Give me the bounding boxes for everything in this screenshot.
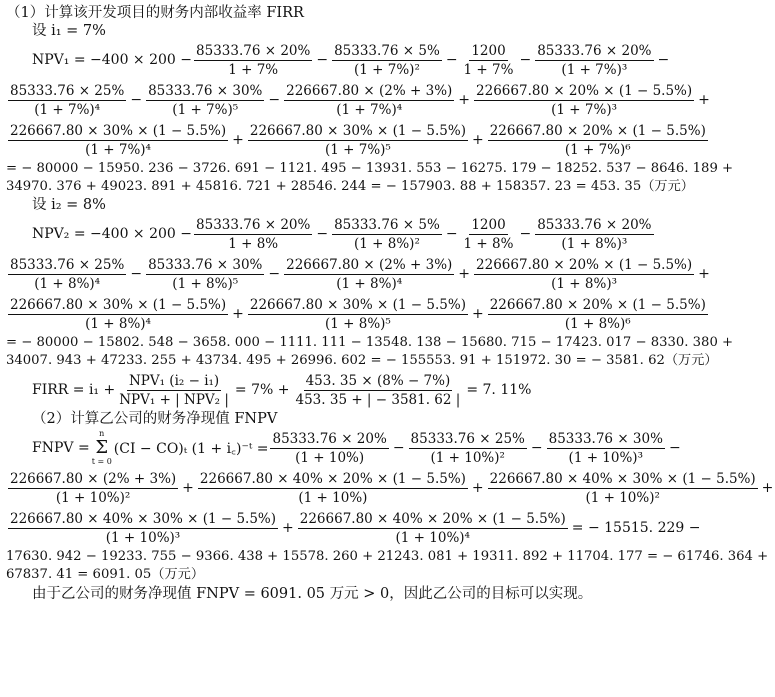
fraction	[270, 431, 388, 466]
numerator: 226667.80 × (2% + 3%)	[286, 82, 453, 99]
numerator: 226667.80 × 30% × (1 − 5.5%)	[249, 122, 466, 139]
numerator: NPV₁ (i₂ − i₁)	[128, 372, 220, 389]
numerator: 226667.80 × 20% × (1 − 5.5%)	[489, 122, 706, 139]
numerator: 1200	[471, 216, 506, 233]
numerator: 226667.80 × 20% × (1 − 5.5%)	[476, 82, 693, 99]
denominator: 1 + 7%	[228, 61, 279, 78]
numerator: 226667.80 × (2% + 3%)	[286, 256, 453, 273]
operator: −	[668, 440, 681, 456]
numerator: 85333.76 × 20%	[196, 42, 311, 59]
operator: +	[471, 480, 484, 496]
conclusion: 由于乙公司的财务净现值 FNPV = 6091. 05 万元 > 0，因此乙公司的目标可以实现。	[32, 586, 593, 602]
fraction	[248, 297, 468, 332]
denominator: (1 + 8%)⁵	[324, 315, 391, 332]
part1-heading: （1）计算该开发项目的财务内部收益率 FIRR	[6, 5, 304, 21]
numerator: 453. 35 × (8% − 7%)	[305, 372, 451, 389]
operator: +	[698, 266, 710, 282]
numerator: 85333.76 × 20%	[537, 216, 652, 233]
npv1-row2	[6, 80, 710, 120]
npv1-label: NPV₁ = −400 × 200 −	[32, 52, 193, 68]
operator: +	[698, 92, 710, 108]
operator: +	[458, 266, 471, 282]
fraction	[474, 83, 694, 118]
denominator: (1 + 7%)⁶	[564, 141, 631, 158]
assume-i2: 设 i₂ = 8%	[32, 197, 106, 213]
denominator: (1 + 8%)⁴	[85, 315, 151, 332]
fraction	[488, 297, 708, 332]
operator: +	[232, 306, 244, 322]
operator: −	[530, 440, 543, 456]
npv2-label: NPV₂ = −400 × 200 −	[32, 226, 193, 242]
firr-mid: = 7% +	[234, 382, 290, 398]
denominator: (1 + 10%)	[298, 489, 368, 506]
numerator: 226667.80 × 40% × 20% × (1 − 5.5%)	[199, 470, 466, 487]
denominator: (1 + 10%)²	[430, 449, 505, 466]
fraction	[146, 257, 264, 292]
fraction	[462, 43, 516, 78]
fnpv-result-line1: 17630. 942 − 19233. 755 − 9366. 438 + 15578. 260 + 21243. 081 + 19311. 892 + 11704. 177 = − 61746. 364 +	[6, 549, 769, 564]
fraction	[248, 123, 468, 158]
denominator: 1 + 7%	[463, 61, 514, 78]
denominator: (1 + 7%)⁴	[336, 101, 403, 118]
numerator: 1200	[471, 42, 506, 59]
fraction	[409, 431, 527, 466]
fnpv-row3-tail: = − 15515. 229 −	[571, 520, 701, 536]
denominator: (1 + 10%)	[295, 449, 365, 466]
numerator: 226667.80 × 30% × (1 − 5.5%)	[10, 122, 227, 139]
denominator: (1 + 8%)⁶	[564, 315, 631, 332]
denominator: (1 + 10%)⁴	[395, 529, 470, 546]
denominator: 1 + 8%	[228, 235, 279, 252]
operator: −	[268, 266, 281, 282]
npv1-row1	[32, 40, 670, 80]
fraction	[547, 431, 665, 466]
fnpv-result-line2: 67837. 41 = 6091. 05（万元）	[6, 567, 205, 582]
operator: −	[445, 52, 458, 68]
numerator: 226667.80 × 20% × (1 − 5.5%)	[476, 256, 693, 273]
fraction	[194, 217, 312, 252]
npv1-result-line1: = − 80000 − 15950. 236 − 3726. 691 − 1121. 495 − 13931. 553 − 16275. 179 − 18252. 537 − 8646. 189 +	[6, 161, 734, 176]
operator: −	[316, 226, 329, 242]
denominator: NPV₁ + | NPV₂ |	[119, 391, 229, 408]
operator: −	[268, 92, 281, 108]
operator: −	[519, 52, 532, 68]
numerator: 85333.76 × 30%	[148, 82, 263, 99]
fraction	[488, 123, 708, 158]
part2-heading: （2）计算乙公司的财务净现值 FNPV	[32, 411, 278, 427]
numerator: 85333.76 × 25%	[10, 82, 125, 99]
operator: −	[445, 226, 458, 242]
fraction	[8, 511, 278, 546]
numerator: 85333.76 × 5%	[334, 216, 440, 233]
numerator: 226667.80 × 30% × (1 − 5.5%)	[249, 296, 466, 313]
fraction	[332, 217, 442, 252]
fraction	[8, 471, 178, 506]
numerator: 226667.80 × 20% × (1 − 5.5%)	[489, 296, 706, 313]
numerator: 85333.76 × 20%	[196, 216, 311, 233]
firr-result: = 7. 11%	[466, 382, 532, 398]
denominator: (1 + 10%)³	[105, 529, 181, 546]
denominator: 453. 35 + | − 3581. 62 |	[295, 391, 461, 408]
denominator: (1 + 7%)⁵	[324, 141, 391, 158]
npv2-row3	[6, 294, 706, 334]
summation-symbol	[92, 429, 112, 467]
sum-upper: n	[99, 429, 105, 438]
fraction	[8, 123, 228, 158]
denominator: 1 + 8%	[463, 235, 514, 252]
numerator: 226667.80 × 40% × 20% × (1 − 5.5%)	[299, 510, 566, 527]
fraction	[535, 43, 653, 78]
fraction	[462, 217, 516, 252]
fraction	[488, 471, 758, 506]
assume-i1: 设 i₁ = 7%	[32, 23, 106, 39]
denominator: (1 + 8%)⁴	[336, 275, 403, 292]
denominator: (1 + 7%)³	[561, 61, 628, 78]
npv2-row1	[32, 214, 650, 254]
fraction	[474, 257, 694, 292]
npv1-row3	[6, 120, 706, 160]
denominator: (1 + 8%)³	[551, 275, 618, 292]
sum-lower: t = 0	[91, 457, 112, 466]
operator: +	[471, 132, 484, 148]
sum-body: (CI − CO)ₜ (1 + i꜀)⁻ᵗ =	[113, 440, 269, 457]
fraction	[146, 83, 264, 118]
fraction	[294, 373, 463, 408]
operator: −	[130, 266, 143, 282]
numerator: 85333.76 × 30%	[148, 256, 263, 273]
denominator: (1 + 8%)⁴	[34, 275, 101, 292]
operator: −	[130, 92, 143, 108]
denominator: (1 + 7%)⁵	[172, 101, 239, 118]
denominator: (1 + 8%)⁵	[172, 275, 239, 292]
fnpv-row1	[32, 428, 681, 468]
fraction	[8, 257, 126, 292]
fraction	[298, 511, 568, 546]
firr-label: FIRR = i₁ +	[32, 382, 116, 398]
denominator: (1 + 10%)²	[55, 489, 131, 506]
operator: +	[282, 520, 294, 536]
fnpv-row2	[6, 468, 774, 508]
fraction	[284, 257, 454, 292]
operator: +	[182, 480, 194, 496]
npv1-result-line2: 34970. 376 + 49023. 891 + 45816. 721 + 28546. 244 = − 157903. 88 + 158357. 23 = 453. 35（万元）	[6, 179, 694, 194]
operator: −	[519, 226, 532, 242]
fraction	[8, 297, 228, 332]
npv2-row2	[6, 254, 710, 294]
numerator: 226667.80 × 30% × (1 − 5.5%)	[10, 296, 227, 313]
operator: +	[761, 480, 774, 496]
numerator: 226667.80 × 40% × 30% × (1 − 5.5%)	[10, 510, 277, 527]
fraction	[8, 83, 126, 118]
numerator: 85333.76 × 25%	[10, 256, 125, 273]
denominator: (1 + 8%)³	[561, 235, 628, 252]
denominator: (1 + 10%)³	[568, 449, 643, 466]
numerator: 85333.76 × 5%	[334, 42, 440, 59]
denominator: (1 + 7%)³	[551, 101, 618, 118]
operator: −	[657, 52, 670, 68]
operator: −	[392, 440, 405, 456]
denominator: (1 + 7%)²	[354, 61, 420, 78]
operator: +	[471, 306, 484, 322]
fraction	[117, 373, 231, 408]
fraction	[198, 471, 468, 506]
numerator: 85333.76 × 25%	[410, 430, 525, 447]
denominator: (1 + 7%)⁴	[85, 141, 151, 158]
npv2-result-line1: = − 80000 − 15802. 548 − 3658. 000 − 1111. 111 − 13548. 138 − 15680. 715 − 17423. 017 − 8330. 380 +	[6, 335, 734, 350]
fraction	[194, 43, 312, 78]
denominator: (1 + 10%)²	[585, 489, 660, 506]
fnpv-row3	[6, 508, 701, 548]
denominator: (1 + 8%)²	[354, 235, 420, 252]
npv2-result-line2: 34007. 943 + 47233. 255 + 43734. 495 + 26996. 602 = − 155553. 91 + 151972. 30 = − 3581. 62（万元）	[6, 353, 718, 368]
numerator: 85333.76 × 30%	[548, 430, 663, 447]
fnpv-label: FNPV =	[32, 440, 90, 456]
numerator: 226667.80 × 40% × 30% × (1 − 5.5%)	[489, 470, 756, 487]
firr-formula	[32, 370, 650, 410]
numerator: 85333.76 × 20%	[272, 430, 387, 447]
operator: +	[232, 132, 244, 148]
numerator: 85333.76 × 20%	[537, 42, 652, 59]
operator: −	[316, 52, 329, 68]
denominator: (1 + 7%)⁴	[34, 101, 101, 118]
fraction	[332, 43, 442, 78]
fraction	[535, 217, 653, 252]
numerator: 226667.80 × (2% + 3%)	[10, 470, 177, 487]
fraction	[284, 83, 454, 118]
sigma-icon: Σ	[95, 437, 109, 458]
operator: +	[458, 92, 471, 108]
